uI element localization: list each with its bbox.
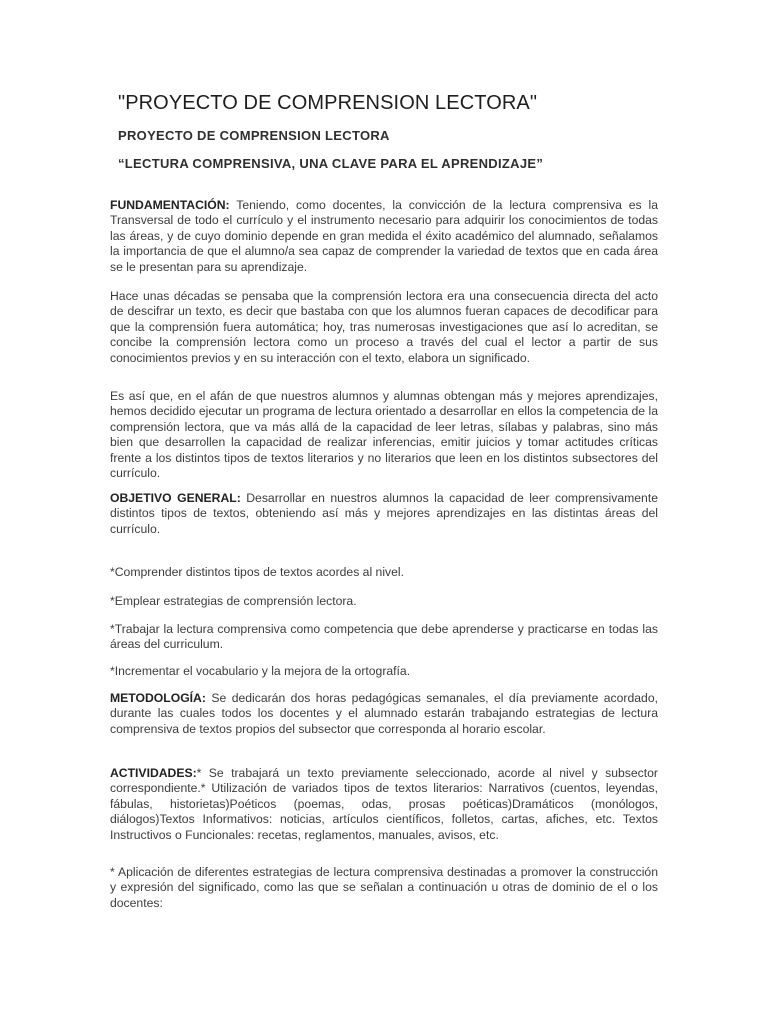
metodologia-paragraph [110, 691, 658, 737]
actividades-paragraph [110, 766, 658, 843]
fundamentacion-label: FUNDAMENTACIÓN: [110, 198, 230, 212]
objetivo-item: *Incrementar el vocabulario y la mejora de la ortografía. [110, 664, 411, 678]
objetivo-general-label: OBJETIVO GENERAL: [110, 491, 241, 505]
project-subtitle: PROYECTO DE COMPRENSION LECTORA [118, 128, 390, 143]
objetivo-item: *Emplear estrategias de comprensión lectora. [110, 594, 357, 608]
aplicacion-paragraph: * Aplicación de diferentes estrategias de lectura comprensiva destinadas a promover la construcción y expresión del significado, como las que se señalan a continuación u otras de dominio de el o los docentes: [110, 865, 658, 910]
fundamentacion-paragraph [110, 198, 658, 275]
objetivo-general-paragraph [110, 491, 658, 537]
objetivo-item: *Comprender distintos tipos de textos acordes al nivel. [110, 565, 405, 579]
afan-paragraph: Es así que, en el afán de que nuestros alumnos y alumnas obtengan más y mejores aprendizajes, hemos decidido ejecutar un programa de lectura orientado a desarrollar en ellos la competencia de la comprensión lectora, que va más allá de la capacidad de leer letras, sílabas y palabras, sino más bien que desarrollen la capacidad de realizar inferencias, emitir juicios y tomar actitudes críticas frente a los distintos tipos de textos literarios y no literarios que leen en los distintos subsectores del currículo. [110, 389, 658, 481]
document-title: "PROYECTO DE COMPRENSION LECTORA" [118, 92, 538, 114]
actividades-text: * Se trabajará un texto previamente seleccionado, acorde al nivel y subsector correspondiente.* Utilización de variados tipos de textos literarios: Narrativos (cuentos, leyendas, fábulas, historietas)Poéticos (poemas, odas, prosas poéticas)Dramáticos (monólogos, diálogos)Textos Informativos: noticias, artículos científicos, folletos, cartas, afiches, etc. Textos Instructivos o Funcionales: recetas, reglamentos, manuales, avisos, etc. [110, 766, 658, 842]
objetivo-general-text: Desarrollar en nuestros alumnos la capacidad de leer comprensivamente distintos tipos de textos, obteniendo así más y mejores aprendizajes en las distintas áreas del currículo. [110, 491, 658, 536]
metodologia-label: METODOLOGÍA: [110, 691, 206, 705]
actividades-label: ACTIVIDADES: [110, 766, 197, 780]
decadas-paragraph: Hace unas décadas se pensaba que la comprensión lectora era una consecuencia directa del acto de descifrar un texto, es decir que bastaba con que los alumnos fueran capaces de decodificar para que la comprensión fuera automática; hoy, tras numerosas investigaciones que así lo acreditan, se concibe la comprensión lectora como un proceso a través del cual el lector a partir de sus conocimientos previos y en su interacción con el texto, elabora un significado. [110, 289, 658, 365]
metodologia-text: Se dedicarán dos horas pedagógicas semanales, el día previamente acordado, durante las cuales todos los docentes y el alumnado estarán trabajando estrategias de lectura comprensiva de textos propios del subsector que corresponda al horario escolar. [110, 691, 658, 736]
fundamentacion-text: Teniendo, como docentes, la convicción de la lectura comprensiva es la Transversal de todo el currículo y el instrumento necesario para adquirir los conocimientos de todas las áreas, y de cuyo dominio depende en gran medida el éxito académico del alumnado, señalamos la importancia de que el alumno/a sea capaz de comprender la variedad de textos que en cada área se le presentan para su aprendizaje. [110, 198, 658, 274]
project-tagline: “LECTURA COMPRENSIVA, UNA CLAVE PARA EL APRENDIZAJE” [118, 156, 544, 171]
objetivo-item: *Trabajar la lectura comprensiva como competencia que debe aprenderse y practicarse en todas las áreas del curriculum. [110, 622, 658, 652]
